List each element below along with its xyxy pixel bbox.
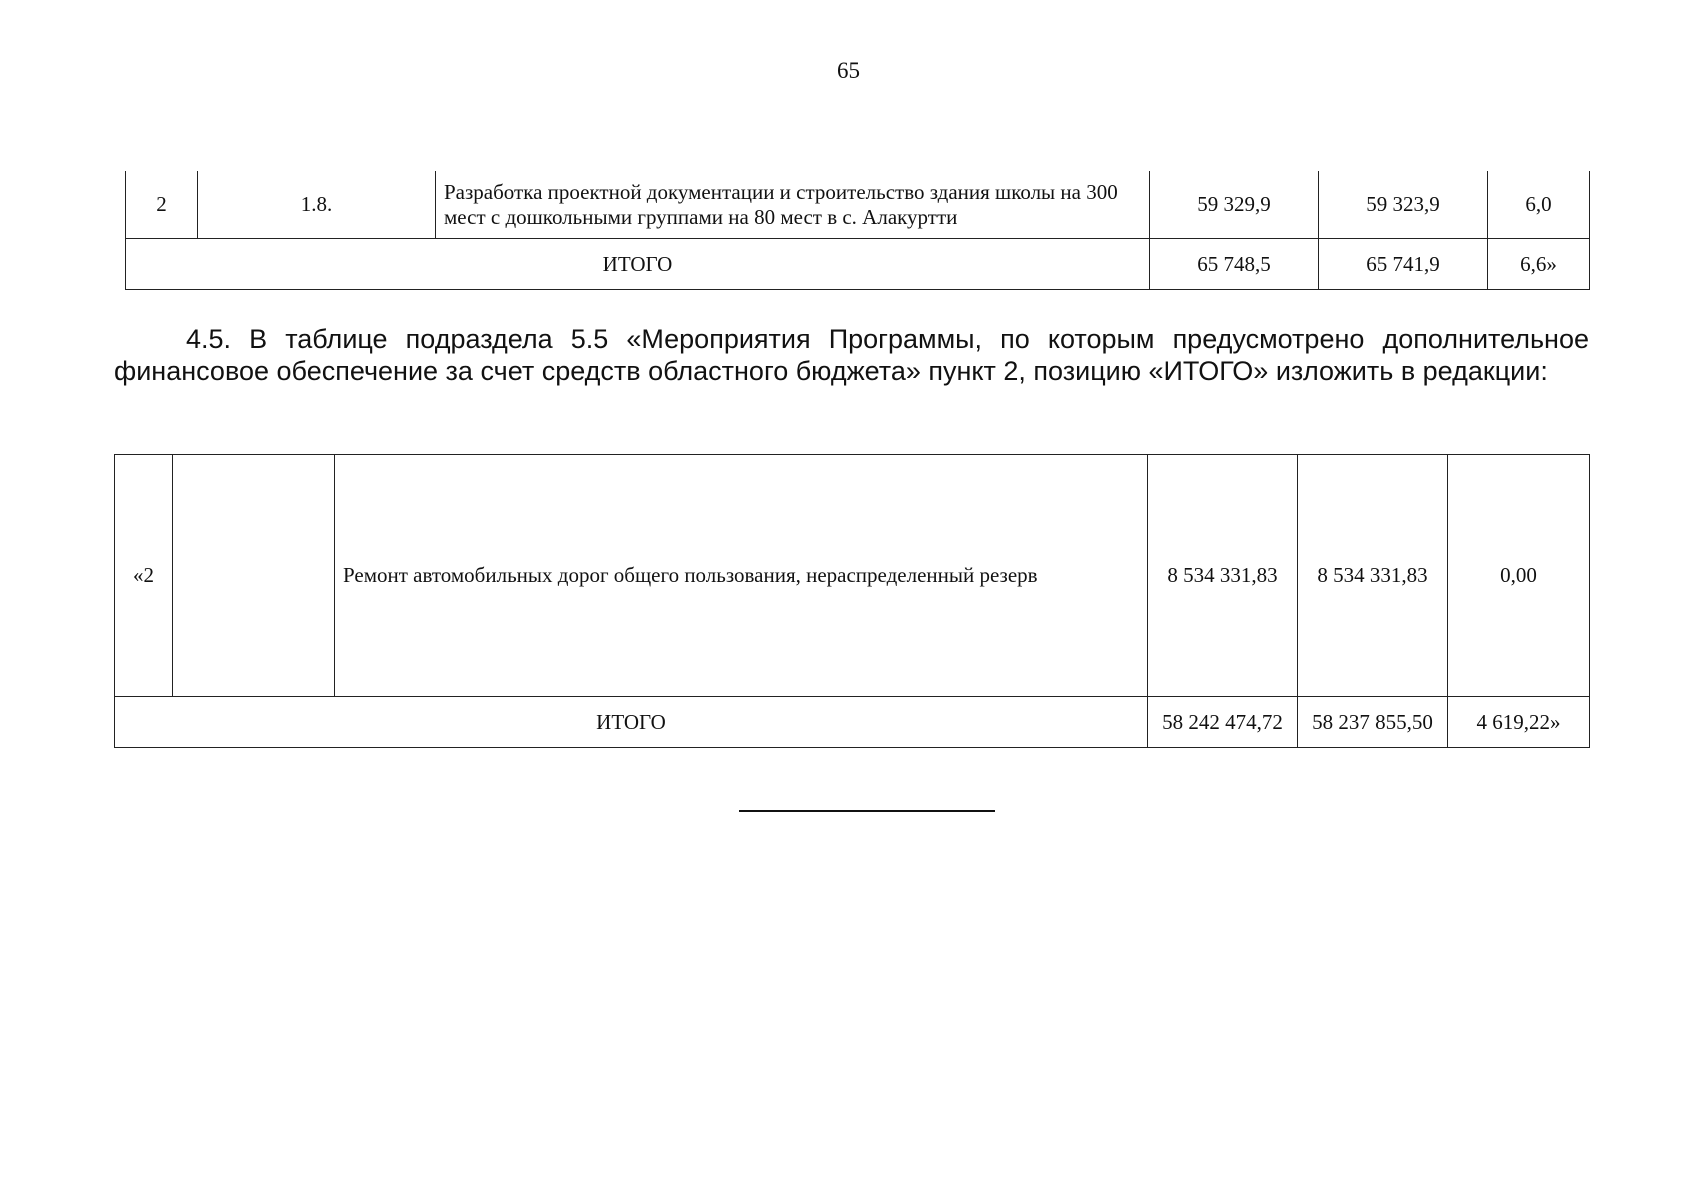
total-value-2: 58 237 855,50 [1298,697,1448,748]
row-code: 1.8. [198,171,436,239]
end-divider [739,810,995,812]
total-value-2: 65 741,9 [1319,239,1488,290]
row-value-2: 8 534 331,83 [1298,455,1448,697]
page-number: 65 [837,58,860,83]
total-row [126,239,1590,290]
total-value-3: 4 619,22» [1448,697,1590,748]
row-value-2: 59 323,9 [1319,171,1488,239]
row-code [173,455,335,697]
table-row [126,171,1590,239]
amendment-table [114,454,1590,748]
row-value-1: 8 534 331,83 [1148,455,1298,697]
row-number: 2 [126,171,198,239]
row-description: Ремонт автомобильных дорог общего пользования, нераспределенный резерв [335,455,1148,697]
row-value-3: 0,00 [1448,455,1590,697]
row-value-1: 59 329,9 [1150,171,1319,239]
row-description: Разработка проектной документации и строительство здания школы на 300 мест с дошкольными группами на 80 мест в с. Алакуртти [436,171,1150,239]
continuation-table [125,171,1590,290]
total-row [115,697,1590,748]
total-label: ИТОГО [126,239,1150,290]
row-value-3: 6,0 [1488,171,1590,239]
table-row [115,455,1590,697]
amendment-paragraph: 4.5. В таблице подраздела 5.5 «Мероприятия Программы, по которым предусмотрено дополнительное финансовое обеспечение за счет средств областного бюджета» пункт 2, позицию «ИТОГО» изложить в редакции: [114,324,1589,386]
total-label: ИТОГО [115,697,1148,748]
total-value-1: 58 242 474,72 [1148,697,1298,748]
row-number: «2 [115,455,173,697]
total-value-1: 65 748,5 [1150,239,1319,290]
total-value-3: 6,6» [1488,239,1590,290]
